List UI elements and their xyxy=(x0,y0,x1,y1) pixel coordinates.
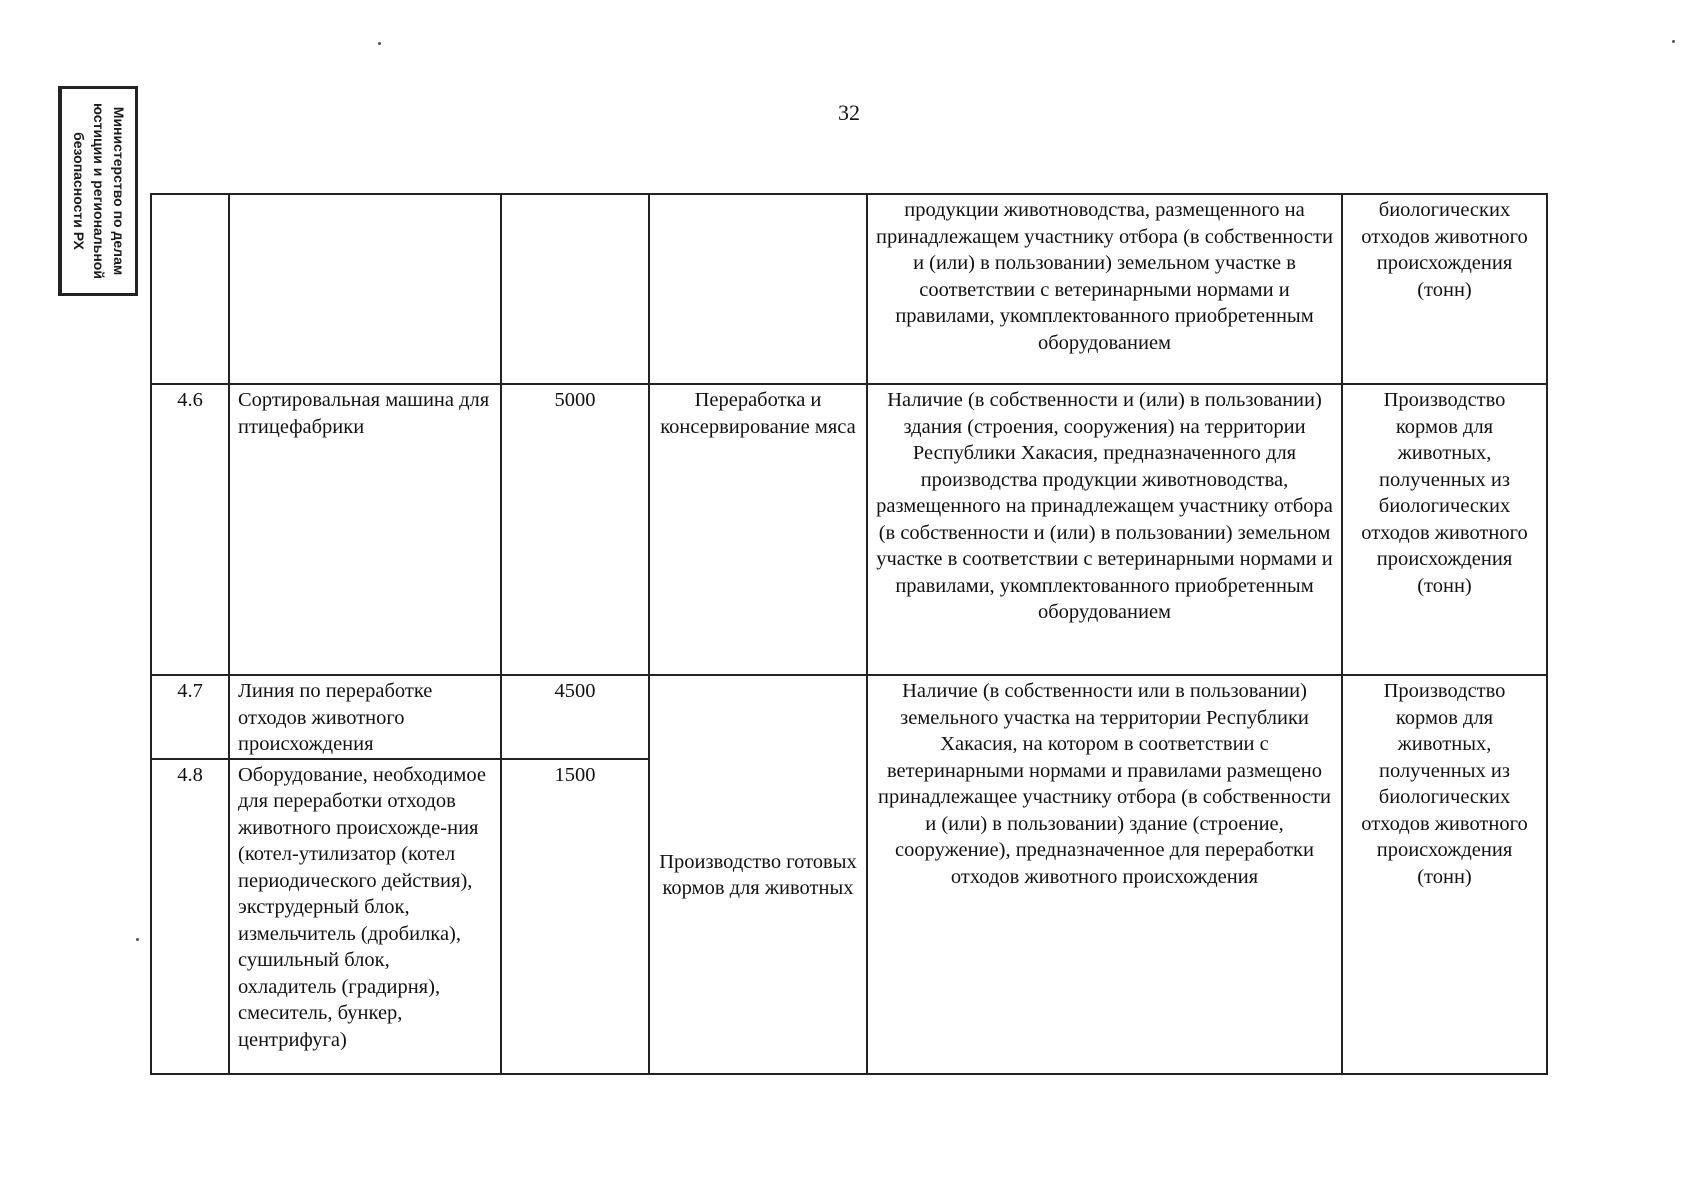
table-row-continuation xyxy=(151,194,1547,384)
cell-name: Сортировальная машина для птицефабрики xyxy=(229,384,501,675)
cell-direction: Переработка и консервирование мяса xyxy=(649,384,867,675)
stamp-line-2: юстиции и региональной xyxy=(90,103,107,279)
cell-condition: продукции животноводства, размещенного на принадлежащем участнику отбора (в собственности и (или) в пользовании) земельном участке в соответствии с ветеринарными нормами и правилами, укомплектованного приобретенным оборудованием xyxy=(867,194,1342,384)
cell-condition: Наличие (в собственности или в пользовании) земельного участка на территории Республики Хакасия, на котором в соответствии с ветеринарными нормами и правилами размещено принадлежащее участнику отбора (в собственности и (или) в пользовании) здание (строение, сооружение), предназначенное для переработки отходов животного происхождения xyxy=(867,675,1342,1074)
cell-amount xyxy=(501,194,649,384)
cell-indicator: Производство кормов для животных, полученных из биологических отходов животного происхождения (тонн) xyxy=(1342,675,1547,1074)
scan-speck xyxy=(1672,40,1675,43)
equipment-table xyxy=(150,193,1548,1075)
cell-amount: 5000 xyxy=(501,384,649,675)
table-row-4-7 xyxy=(151,675,1547,759)
cell-num: 4.8 xyxy=(151,759,229,1074)
scan-speck xyxy=(378,42,381,45)
page-number: 32 xyxy=(838,100,860,125)
cell-indicator: биологических отходов животного происхождения (тонн) xyxy=(1342,194,1547,384)
cell-num: 4.7 xyxy=(151,675,229,759)
cell-num xyxy=(151,194,229,384)
cell-name: Линия по переработке отходов животного происхождения xyxy=(229,675,501,759)
scan-speck xyxy=(136,938,139,941)
cell-amount: 4500 xyxy=(501,675,649,759)
cell-condition: Наличие (в собственности и (или) в пользовании) здания (строения, сооружения) на территории Республики Хакасия, предназначенного для производства продукции животноводства, размещенного на принадлежащем участнику отбора (в собственности и (или) в пользовании) земельном участке в соответствии с ветеринарными нормами и правилами, укомплектованного приобретенным оборудованием xyxy=(867,384,1342,675)
cell-indicator: Производство кормов для животных, полученных из биологических отходов животного происхождения (тонн) xyxy=(1342,384,1547,675)
cell-num: 4.6 xyxy=(151,384,229,675)
cell-direction xyxy=(649,194,867,384)
cell-name xyxy=(229,194,501,384)
table-row-4-6 xyxy=(151,384,1547,675)
cell-name: Оборудование, необходимое для переработки отходов животного происхожде-ния (котел-утилизатор (котел периодического действия), экструдерный блок, измельчитель (дробилка), сушильный блок, охладитель (градирня), смеситель, бункер, центрифуга) xyxy=(229,759,501,1074)
stamp-line-3: безопасности РХ xyxy=(70,132,87,250)
cell-amount: 1500 xyxy=(501,759,649,1074)
stamp-text xyxy=(69,93,129,289)
stamp-line-1: Министерство по делам xyxy=(110,106,127,276)
cell-direction: Производство готовых кормов для животных xyxy=(649,675,867,1074)
registration-stamp xyxy=(58,86,138,296)
